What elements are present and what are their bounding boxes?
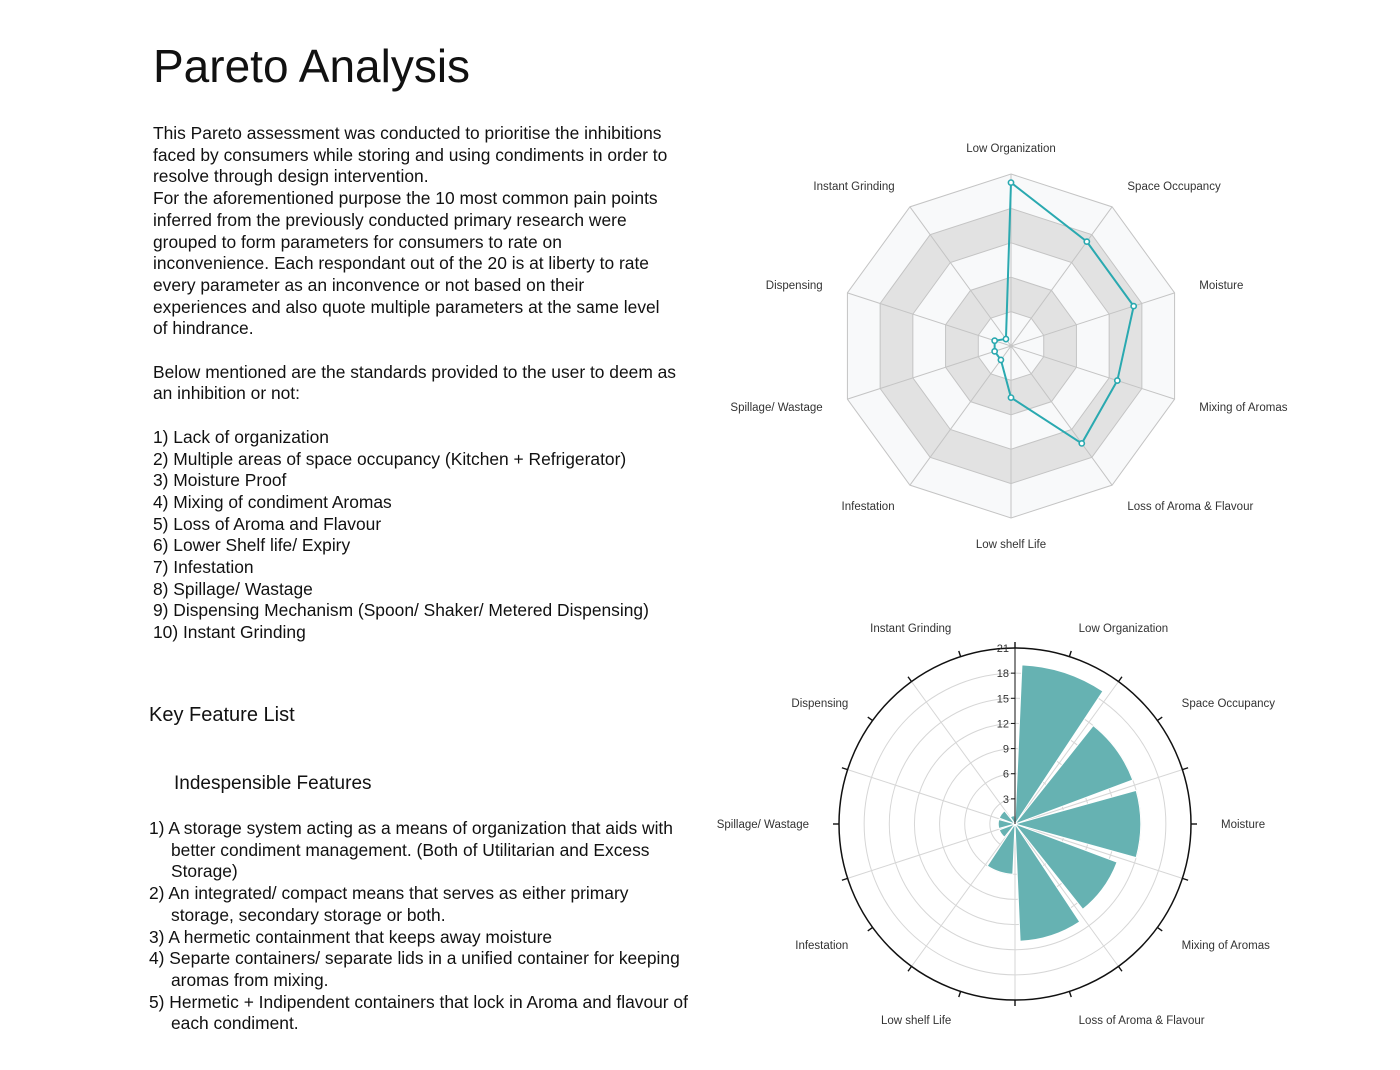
polar-outer-tick <box>1182 768 1188 770</box>
radar-chart <box>700 120 1340 570</box>
indispensable-heading: Indespensible Features <box>174 773 372 794</box>
radar-category-label: Infestation <box>841 501 895 514</box>
polar-outer-tick <box>959 991 961 997</box>
intro-text <box>153 123 678 644</box>
polar-radial-tick-label: 3 <box>1002 793 1009 806</box>
polar-outer-tick <box>908 677 912 682</box>
polar-category-label: Moisture <box>1221 819 1266 831</box>
radar-category-label: Low Organization <box>966 143 1056 155</box>
radar-point <box>1115 378 1120 383</box>
standard-item: 6) Lower Shelf life/ Expiry <box>153 535 351 556</box>
radar-point <box>992 338 997 343</box>
radar-category-label: Low shelf Life <box>975 539 1047 551</box>
radar-category-label: Dispensing <box>765 279 823 292</box>
polar-category-label: Space Occupancy <box>1181 697 1276 710</box>
standard-item: 3) Moisture Proof <box>153 470 287 491</box>
polar-outer-tick <box>842 768 848 770</box>
standard-item: 10) Instant Grinding <box>153 622 306 643</box>
polar-outer-tick <box>1157 717 1162 721</box>
polar-grid-spoke <box>848 824 1015 878</box>
polar-outer-tick <box>1182 878 1188 880</box>
polar-category-label: Low shelf Life <box>881 1014 952 1027</box>
polar-radial-tick-label: 18 <box>996 668 1009 681</box>
feature-item: 2) An integrated/ compact means that serves as either primary storage, secondary storage or both. <box>149 883 629 925</box>
radar-point <box>1003 336 1008 341</box>
polar-outer-tick <box>1118 677 1122 682</box>
polar-category-label: Infestation <box>795 940 849 953</box>
polar-radial-tick-label: 9 <box>1002 743 1009 756</box>
radar-point <box>998 357 1003 362</box>
polar-outer-tick <box>1118 966 1122 971</box>
feature-list <box>149 818 689 1035</box>
intro-paragraph: For the aforementioned purpose the 10 most common pain points inferred from the previously conducted primary research were grouped to form parameters for consumers to rate on inconvenience. Each respondant out of the 20 is at liberty to rate every parameter as an inconvence or not based on their experiences and also quote multiple parameters at the same level of hindrance. <box>153 188 660 339</box>
standard-item: 7) Infestation <box>153 557 254 578</box>
polar-outer-tick <box>908 966 912 971</box>
standard-item: 1) Lack of organization <box>153 426 329 447</box>
polar-outer-tick <box>959 651 961 657</box>
polar-outer-tick <box>868 927 873 931</box>
key-feature-heading: Key Feature List <box>149 704 295 726</box>
radar-point <box>1079 441 1084 446</box>
radar-category-label: Spillage/ Wastage <box>730 402 823 415</box>
feature-item: 1) A storage system acting as a means of organization that aids with better condiment management. (Both of Utilitarian and Excess Storage) <box>149 818 673 882</box>
feature-item: 4) Separte containers/ separate lids in a unified container for keeping aromas from mixing. <box>149 948 680 990</box>
radar-point <box>1131 304 1136 309</box>
polar-radial-tick-label: 12 <box>996 718 1009 731</box>
polar-radial-tick-label: 15 <box>996 693 1009 706</box>
radar-category-label: Instant Grinding <box>813 180 895 193</box>
page-title: Pareto Analysis <box>153 40 471 92</box>
polar-outer-tick <box>1069 991 1071 997</box>
polar-category-label: Dispensing <box>791 697 849 710</box>
polar-radial-tick-label: 6 <box>1002 768 1009 781</box>
polar-category-label: Mixing of Aromas <box>1181 940 1270 953</box>
polar-category-label: Loss of Aroma & Flavour <box>1078 1014 1205 1027</box>
radar-point <box>1084 239 1089 244</box>
polar-category-label: Instant Grinding <box>870 623 952 636</box>
standard-item: 9) Dispensing Mechanism (Spoon/ Shaker/ Metered Dispensing) <box>153 600 649 621</box>
radar-point <box>992 349 997 354</box>
polar-grid-spoke <box>848 770 1015 824</box>
feature-item: 5) Hermetic + Indipendent containers that lock in Aroma and flavour of each condiment. <box>149 991 688 1034</box>
feature-item: 3) A hermetic containment that keeps away moisture <box>149 926 553 947</box>
standard-item: 4) Mixing of condiment Aromas <box>153 491 392 512</box>
polar-grid-spoke <box>912 824 1015 966</box>
intro-paragraph: Below mentioned are the standards provided to the user to deem as an inhibition or not: <box>153 361 677 404</box>
standard-item: 5) Loss of Aroma and Flavour <box>153 513 382 534</box>
polar-outer-tick <box>842 878 848 880</box>
radar-category-label: Space Occupancy <box>1127 180 1221 193</box>
radar-category-label: Mixing of Aromas <box>1199 402 1288 415</box>
radar-category-label: Moisture <box>1199 279 1244 292</box>
polar-category-label: Low Organization <box>1078 623 1169 636</box>
intro-paragraph: This Pareto assessment was conducted to prioritise the inhibitions faced by consumers while storing and using condiments in order to resolve through design intervention. <box>153 123 668 187</box>
standard-item: 8) Spillage/ Wastage <box>153 578 313 599</box>
polar-area-chart <box>700 620 1340 1040</box>
polar-radial-tick-label: 21 <box>996 643 1009 655</box>
polar-outer-tick <box>868 717 873 721</box>
standard-item: 2) Multiple areas of space occupancy (Kitchen + Refrigerator) <box>153 448 627 469</box>
radar-point <box>1008 395 1013 400</box>
polar-outer-tick <box>1069 651 1071 657</box>
radar-category-label: Loss of Aroma & Flavour <box>1127 501 1254 514</box>
polar-outer-tick <box>1157 927 1162 931</box>
polar-category-label: Spillage/ Wastage <box>716 819 809 831</box>
radar-point <box>1008 180 1013 185</box>
